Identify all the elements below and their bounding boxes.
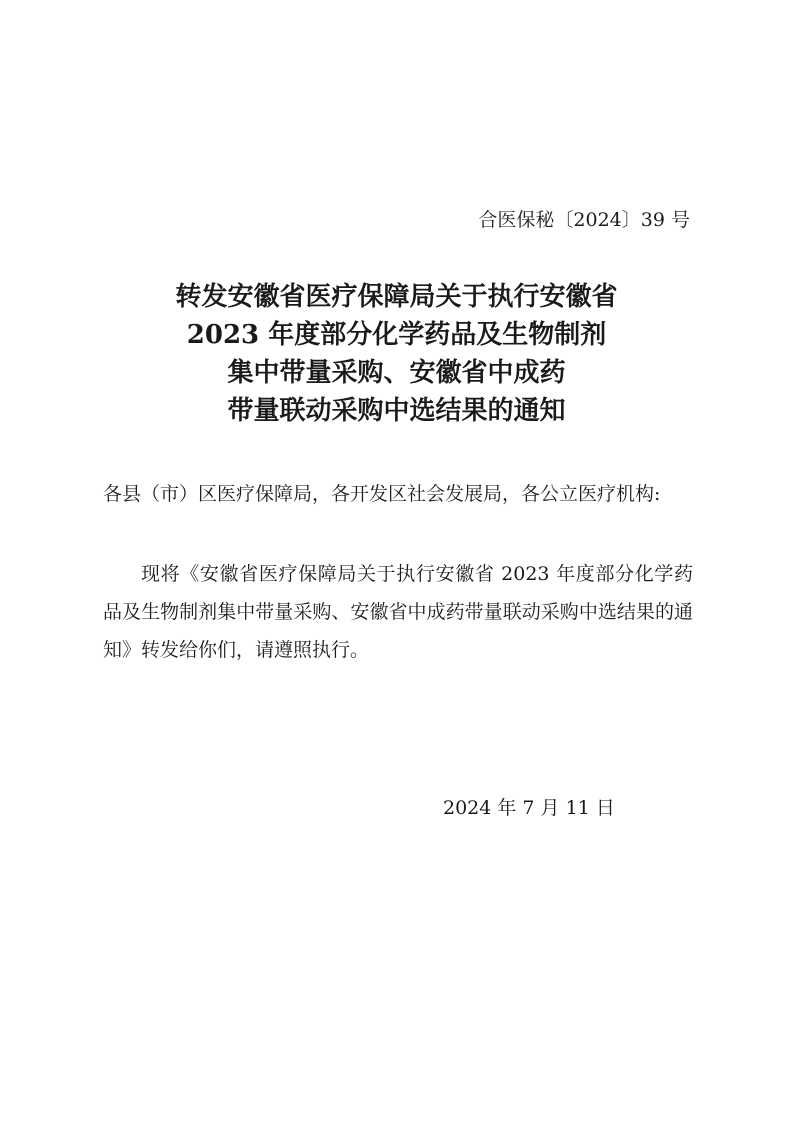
- title-line-1: 转发安徽省医疗保障局关于执行安徽省: [175, 282, 618, 312]
- document-date: 2024 年 7 月 11 日: [443, 797, 615, 819]
- title-line-2: 2023 年度部分化学药品及生物制剂: [186, 320, 607, 350]
- document-number: 合医保秘〔2024〕39 号: [478, 209, 690, 231]
- title-line-3: 集中带量采购、安徽省中成药: [227, 358, 566, 388]
- body-paragraph: 现将《安徽省医疗保障局关于执行安徽省 2023 年度部分化学药品及生物制剂集中带量采购、安徽省中成药带量联动采购中选结果的通知》转发给你们，请遵照执行。: [103, 563, 693, 661]
- salutation: 各县（市）区医疗保障局，各开发区社会发展局，各公立医疗机构:: [103, 483, 661, 505]
- title-line-4: 带量联动采购中选结果的通知: [227, 396, 566, 426]
- document-title: [0, 278, 793, 430]
